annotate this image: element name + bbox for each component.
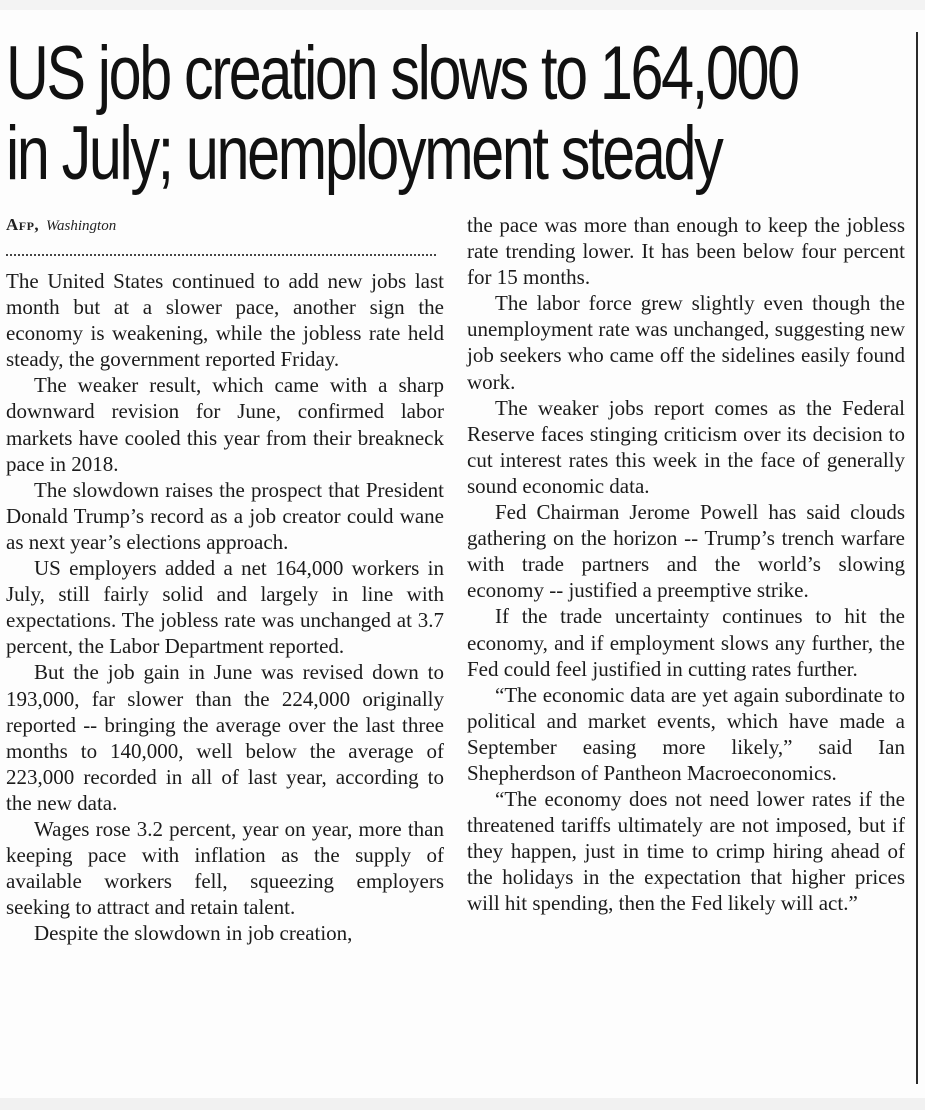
headline	[6, 31, 798, 196]
byline-separator	[6, 254, 436, 256]
paragraph-right-7: “The economy does not need lower rates if the threatened tariffs ultimately are not imposed, but if they happen, just in time to crimp hiring ahead of the holidays in the expectation that higher prices will hit spending, then the Fed likely will act.”	[467, 787, 905, 916]
paragraph-left-7: Despite the slowdown in job creation,	[34, 921, 353, 946]
paragraph-right-5: If the trade uncertainty continues to hit the economy, and if employment slows any further, the Fed could feel justified in cutting rates further.	[467, 604, 905, 681]
column-rule-right	[916, 32, 918, 1084]
paragraph-left-1: The United States continued to add new jobs last month but at a slower pace, another sign the economy is weakening, while the jobless rate held steady, the government reported Friday.	[6, 269, 444, 372]
paragraph-left-2: The weaker result, which came with a sharp downward revision for June, confirmed labor markets have cooled this year from their breakneck pace in 2018.	[6, 373, 444, 476]
paragraph-right-3: The weaker jobs report comes as the Federal Reserve faces stinging criticism over its decision to cut interest rates this week in the face of generally sound economic data.	[467, 395, 905, 498]
article-column-right	[467, 212, 905, 917]
byline-dateline: Washington	[45, 218, 117, 234]
paragraph-right-2: The labor force grew slightly even though the unemployment rate was unchanged, suggesting new job seekers who came off the sidelines easily found work.	[467, 291, 905, 394]
headline-line-2: in July; unemployment steady	[6, 111, 722, 196]
article-column-left	[6, 212, 444, 946]
paragraph-right-1: the pace was more than enough to keep the jobless rate trending lower. It has been below four percent for 15 months.	[467, 213, 905, 290]
byline	[6, 212, 444, 238]
byline-agency: Afp,	[6, 215, 40, 234]
top-margin	[0, 0, 925, 10]
paragraph-left-6: Wages rose 3.2 percent, year on year, more than keeping pace with inflation as the supply of available workers fell, squeezing employers seeking to attract and retain talent.	[6, 816, 444, 920]
paragraph-left-5: But the job gain in June was revised down to 193,000, far slower than the 224,000 originally reported -- bringing the average over the last three months to 140,000, well below the average of 223,000 recorded in all of last year, according to the new data.	[6, 660, 444, 815]
paragraph-right-4: Fed Chairman Jerome Powell has said clouds gathering on the horizon -- Trump’s trench warfare with trade partners and the world’s slowing economy -- justified a preemptive strike.	[467, 500, 905, 603]
headline-line-1: US job creation slows to 164,000	[6, 31, 798, 116]
paragraph-right-6: “The economic data are yet again subordinate to political and market events, which have made a September easing more likely,” said Ian Shepherdson of Pantheon Macroeconomics.	[467, 682, 905, 785]
paragraph-left-3: The slowdown raises the prospect that President Donald Trump’s record as a job creator could wane as next year’s elections approach.	[6, 477, 444, 554]
bottom-margin	[0, 1098, 925, 1110]
paragraph-left-4: US employers added a net 164,000 workers in July, still fairly solid and largely in line with expectations. The jobless rate was unchanged at 3.7 percent, the Labor Department reported.	[6, 556, 444, 659]
